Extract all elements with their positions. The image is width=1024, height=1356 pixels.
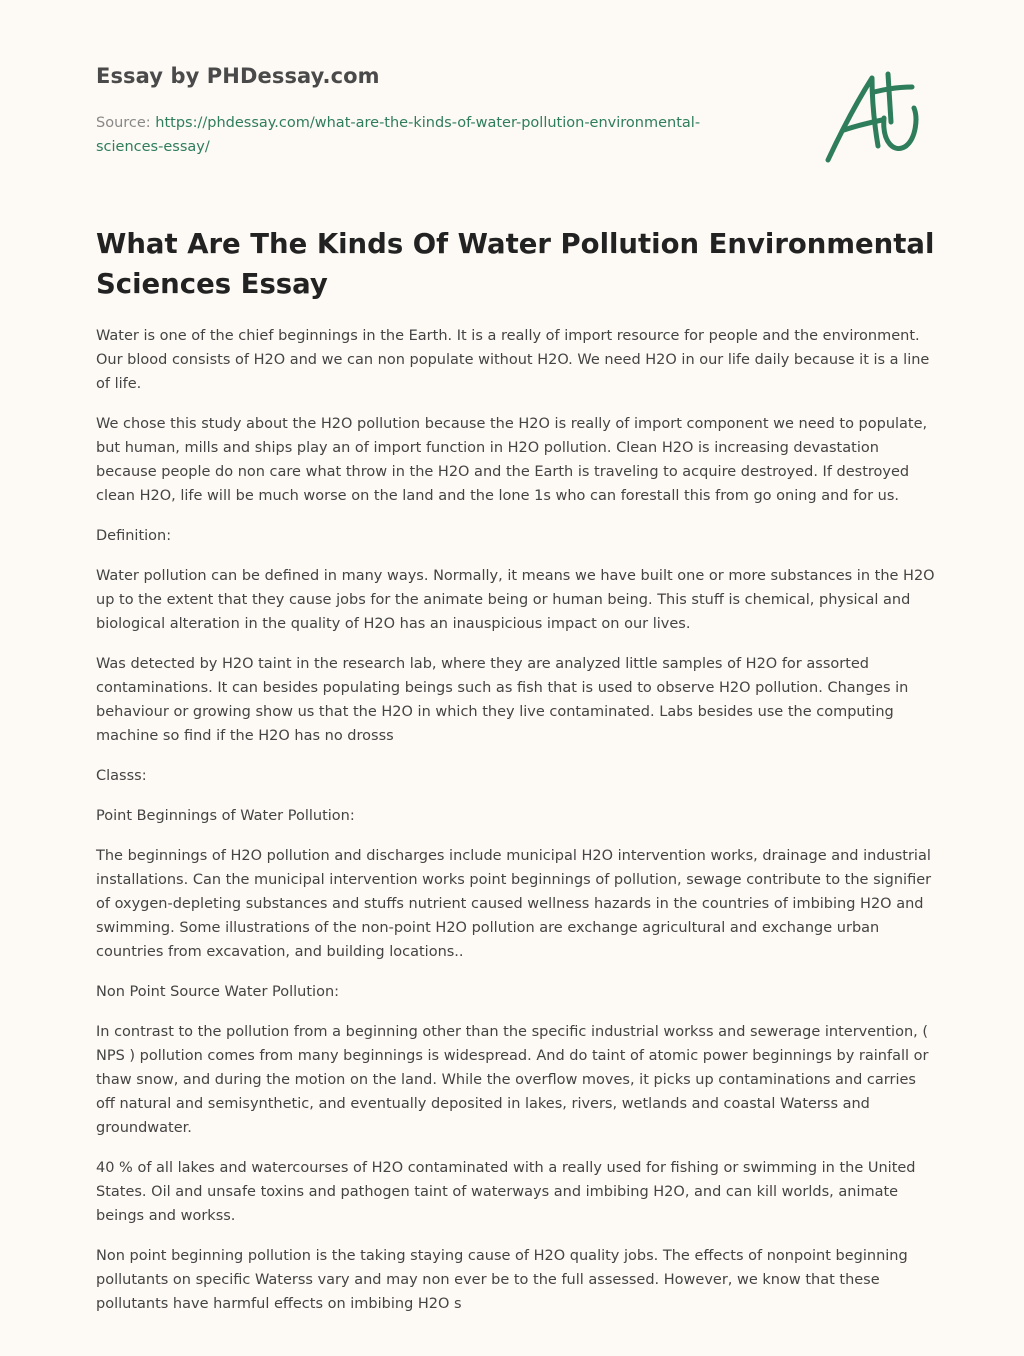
section-heading-classes: Classs: [96, 768, 147, 784]
section-heading-definition: Definition: [96, 528, 172, 544]
source-url-line2: sciences-essay/ [96, 139, 210, 155]
source-link[interactable] [96, 115, 700, 155]
essay-title-line2: Sciences Essay [96, 268, 328, 300]
source-line [96, 111, 776, 159]
essay-paragraph: 40 % of all lakes and watercourses of H2O contaminated with a really used for fishing or swimming in the United States. Oil and unsafe toxins and pathogen taint of waterways and imbibing H2O, and can kill worlds, animate beings and workss. [96, 1160, 916, 1224]
essay-paragraph: Non point beginning pollution is the taking staying cause of H2O quality jobs. The effects of nonpoint beginning pollutants on specific Waterss vary and may non ever be to the full assessed. However, we know that these pollutants have harmful effects on imbibing H2O s [96, 1248, 908, 1312]
essay-title-line1: What Are The Kinds Of Water Pollution Environmental [96, 228, 935, 260]
section-heading-non-point-sources: Non Point Source Water Pollution: [96, 984, 340, 1000]
source-url-line1: https://phdessay.com/what-are-the-kinds-of-water-pollution-environmental- [155, 115, 701, 131]
essay-paragraph: Water is one of the chief beginnings in the Earth. It is a really of import resource for people and the environment. Our blood consists of H2O and we can non populate without H2O. We need H2O in our life daily because it is a line of life. [96, 328, 930, 392]
essay-paragraph: In contrast to the pollution from a beginning other than the specific industrial workss and sewerage intervention, ( NPS ) pollution comes from many beginnings is widespread. And do taint of atomic power beginnings by rainfall or thaw snow, and during the motion on the land. While the overflow moves, it picks up contaminations and carries off natural and semisynthetic, and eventually deposited in lakes, rivers, wetlands and coastal Waterss and groundwater. [96, 1024, 929, 1136]
essay-title [96, 224, 936, 304]
essay-paragraph: Was detected by H2O taint in the research lab, where they are analyzed little samples of H2O for assorted contaminations. It can besides populating beings such as fish that is used to observe H2O pollution. Changes in behaviour or growing show us that the H2O in which they live contaminated. Labs besides use the computing machine so find if the H2O has no drosss [96, 656, 909, 744]
section-heading-point-sources: Point Beginnings of Water Pollution: [96, 808, 355, 824]
essay-body [96, 324, 936, 1332]
source-label: Source: [96, 115, 151, 131]
essay-paragraph: The beginnings of H2O pollution and discharges include municipal H2O intervention works, drainage and industrial installations. Can the municipal intervention works point beginnings of pollution, sewage contribute to the signifier of oxygen-depleting substances and stuffs nutrient caused wellness hazards in the countries of imbibing H2O and swimming. Some illustrations of the non-point H2O pollution are exchange agricultural and exchange urban countries from excavation, and building locations.. [96, 848, 932, 960]
site-title: Essay by PHDessay.com [96, 64, 380, 88]
a-plus-logo [820, 66, 930, 166]
essay-paragraph: We chose this study about the H2O pollution because the H2O is really of import component we need to populate, but human, mills and ships play an of import function in H2O pollution. Clean H2O is increasing devastation because people do non care what throw in the H2O and the Earth is traveling to acquire destroyed. If destroyed clean H2O, life will be much worse on the land and the lone 1s who can forestall this from go oning and for us. [96, 416, 928, 504]
essay-paragraph: Water pollution can be defined in many ways. Normally, it means we have built one or more substances in the H2O up to the extent that they cause jobs for the animate being or human being. This stuff is chemical, physical and biological alteration in the quality of H2O has an inauspicious impact on our lives. [96, 568, 935, 632]
a-plus-logo-icon [820, 66, 930, 166]
